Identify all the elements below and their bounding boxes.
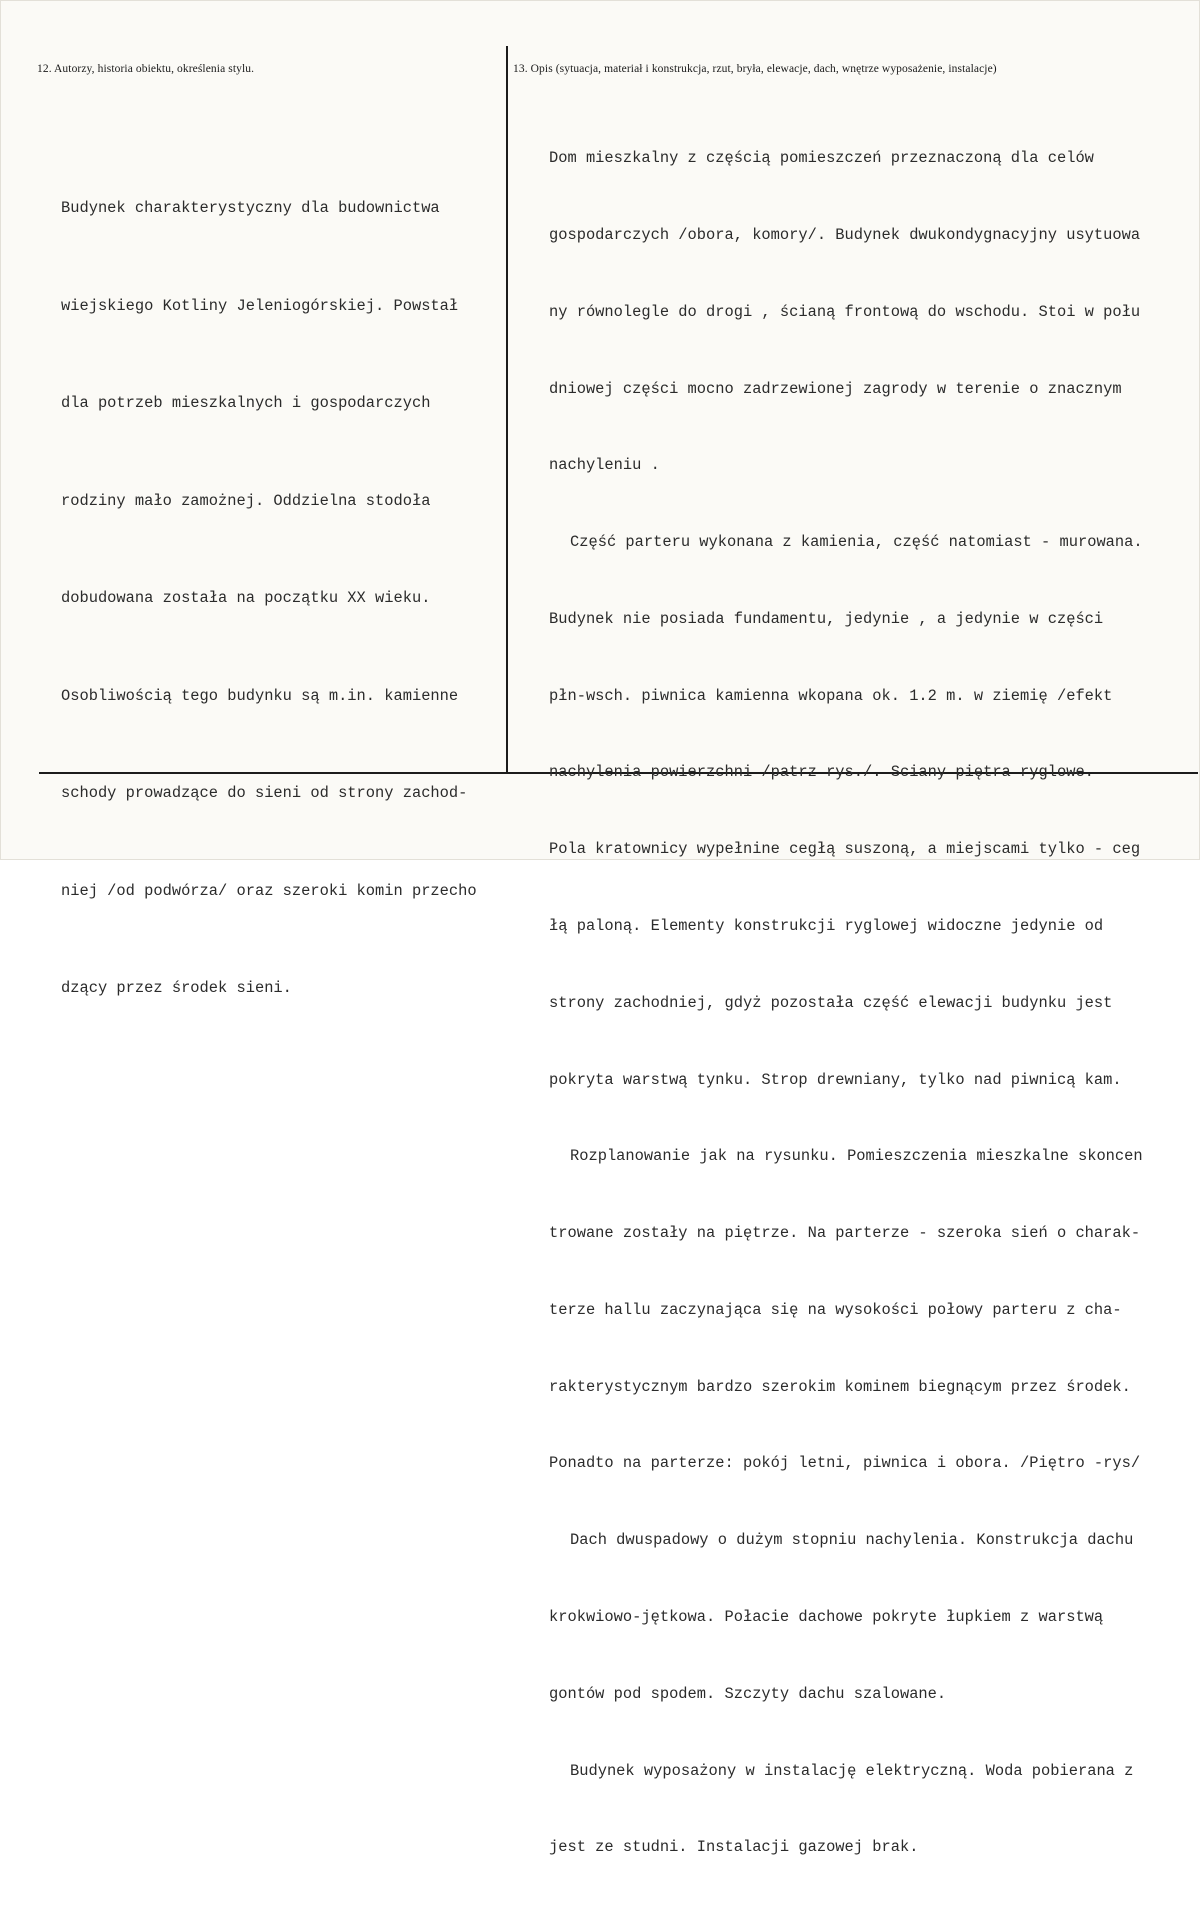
description-line: Dom mieszkalny z częścią pomieszczeń przeznaczoną dla celów [549,149,1094,168]
description-line: Budynek wyposażony w instalację elektryczną. Woda pobierana z [570,1761,1134,1780]
history-line: Osobliwością tego budynku są m.in. kamienne [61,686,459,705]
description-line: krokwiowo-jętkowa. Połacie dachowe pokryte łupkiem z warstwą [549,1608,1104,1627]
history-line: dzący przez środek sieni. [61,979,292,997]
description-line: Część parteru wykonana z kamienia, część natomiast - murowana. [570,533,1143,552]
description-line: Rozplanowanie jak na rysunku. Pomieszczenia mieszkalne skoncen [570,1147,1143,1166]
description-line: gospodarczych /obora, komory/. Budynek dwukondygnacyjny usytuowa [549,225,1141,244]
description-line: gontów pod spodem. Szczyty dachu szalowane. [549,1684,947,1703]
history-line: wiejskiego Kotliny Jeleniogórskiej. Powstał [61,296,459,315]
description-line: jest ze studni. Instalacji gazowej brak. [549,1838,919,1857]
description-line: pokryta warstwą tynku. Strop drewniany, tylko nad piwnicą kam. [549,1070,1122,1089]
description-line: dniowej części mocno zadrzewionej zagrody w terenie o znacznym [549,379,1122,398]
history-line: niej /od podwórza/ oraz szeroki komin przecho [61,881,477,900]
description-line: terze hallu zaczynająca się na wysokości połowy parteru z cha- [549,1300,1122,1319]
description-text [549,95,1201,1912]
description-line: ny równolegle do drogi , ścianą frontową do wschodu. Stoi w połu [549,302,1141,321]
history-text [61,127,516,1070]
description-line: rakterystycznym bardzo szerokim kominem biegnącym przez środek. [549,1377,1131,1396]
history-line: schody prowadzące do sieni od strony zachod- [61,784,468,802]
description-line: nachyleniu . [549,456,660,475]
history-line: Budynek charakterystyczny dla budownictwa [61,199,440,217]
description-line: trowane zostały na piętrze. Na parterze - szeroka sień o charak- [549,1224,1141,1243]
description-line: Dach dwuspadowy o dużym stopniu nachylenia. Konstrukcja dachu [570,1531,1134,1550]
description-line: strony zachodniej, gdyż pozostała część elewacji budynku jest [549,993,1113,1012]
section-12-header: 12. Autorzy, historia obiektu, określenia stylu. [37,63,255,75]
section-13-header: 13. Opis (sytuacja, materiał i konstrukcja, rzut, bryła, elewacje, dach, wnętrze wyposażenie, instalacje) [513,63,997,75]
description-line: płn-wsch. piwnica kamienna wkopana ok. 1.2 m. w ziemię /efekt [549,686,1113,705]
history-line: dla potrzeb mieszkalnych i gospodarczych [61,394,431,412]
description-line: łą paloną. Elementy konstrukcji ryglowej widoczne jedynie od [549,917,1104,935]
history-line: rodziny mało zamożnej. Oddzielna stodoła [61,491,431,510]
description-line: nachylenia powierzchni /patrz rys./. Sciany piętra ryglowe. [549,763,1094,782]
history-line: dobudowana została na początku XX wieku. [61,589,431,607]
description-line: Ponadto na parterze: pokój letni, piwnica i obora. /Piętro -rys/ [549,1454,1141,1473]
description-line: Budynek nie posiada fundamentu, jedynie , a jedynie w części [549,609,1104,628]
description-line: Pola kratownicy wypełnine cegłą suszoną, a miejscami tylko - ceg [549,840,1141,859]
